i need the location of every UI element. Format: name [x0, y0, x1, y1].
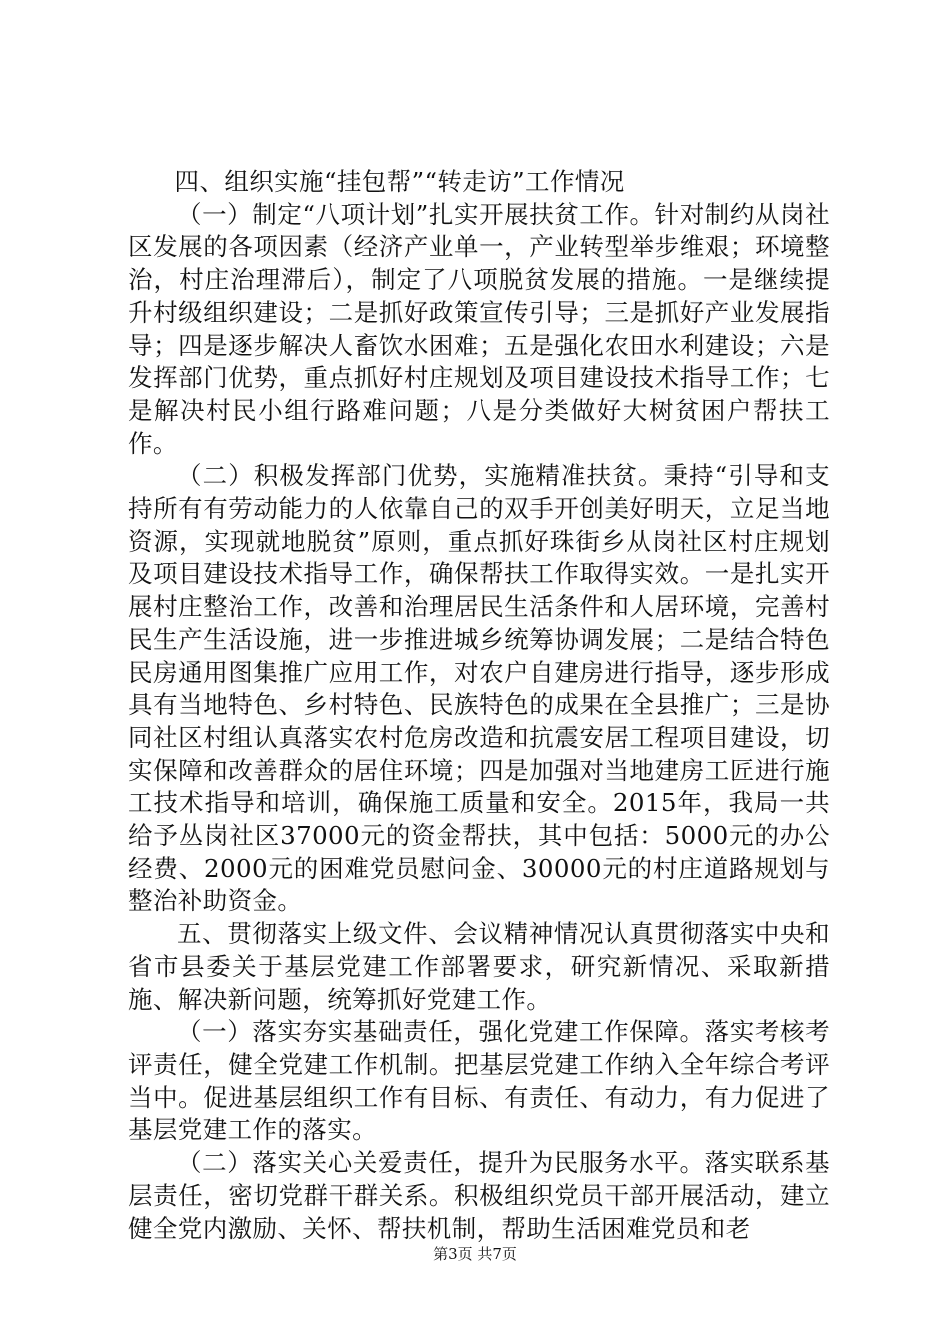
paragraph-foundation-responsibility: （一）落实夯实基础责任，强化党建工作保障。落实考核考评责任，健全党建工作机制。把基层党建工作纳入全年综合考评当中。促进基层组织工作有目标、有责任、有动力，有力促进了基层党建工作的落实。 — [128, 1017, 830, 1145]
section-heading-four: 四、组织实施“挂包帮”“转走访”工作情况 — [174, 167, 625, 196]
paragraph-care-responsibility: （二）落实关心关爱责任，提升为民服务水平。落实联系基层责任，密切党群干群关系。积极组织党员干部开展活动，建立健全党内激励、关怀、帮扶机制，帮助生活困难党员和老 — [128, 1148, 830, 1243]
document-body — [128, 166, 830, 1245]
paragraph-eight-plans: （一）制定“八项计划”扎实开展扶贫工作。针对制约从岗社区发展的各项因素（经济产业单一，产业转型举步维艰；环境整治，村庄治理滞后），制定了八项脱贫发展的措施。一是继续提升村级组织建设；二是抓好政策宣传引导；三是抓好产业发展指导；四是逐步解决人畜饮水困难；五是强化农田水利建设；六是发挥部门优势，重点抓好村庄规划及项目建设技术指导工作；七是解决村民小组行路难问题；八是分类做好大树贫困户帮扶工作。 — [128, 199, 830, 458]
page-footer — [0, 1244, 950, 1264]
paragraph-precision-poverty-relief: （二）积极发挥部门优势，实施精准扶贫。秉持“引导和支持所有有劳动能力的人依靠自己的双手开创美好明天，立足当地资源，实现就地脱贫”原则，重点抓好珠街乡从岗社区村庄规划及项目建设技术指导工作，确保帮扶工作取得实效。一是扎实开展村庄整治工作，改善和治理居民生活条件和人居环境，完善村民生产生活设施，进一步推进城乡统筹协调发展；二是结合特色民房通用图集推广应用工作，对农户自建房进行指导，逐步形成具有当地特色、乡村特色、民族特色的成果在全县推广；三是协同社区村组认真落实农村危房改造和抗震安居工程项目建设，切实保障和改善群众的居住环境；四是加强对当地建房工匠进行施工技术指导和培训，确保施工质量和安全。2015年，我局一共给予丛岗社区37000元的资金帮扶，其中包括：5000元的办公经费、2000元的困难党员慰问金、30000元的村庄道路规划与整治补助资金。 — [128, 461, 830, 916]
page-number-label: 第3页 共7页 — [433, 1245, 517, 1263]
section-heading-five: 五、贯彻落实上级文件、会议精神情况认真贯彻落实中央和省市县委关于基层党建工作部署要求，研究新情况、采取新措施、解决新问题，统筹抓好党建工作。 — [128, 919, 830, 1014]
